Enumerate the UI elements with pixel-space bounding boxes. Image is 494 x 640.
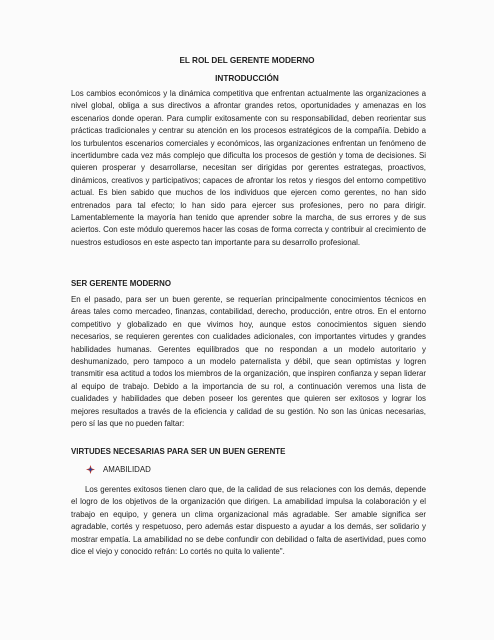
section-title-introduccion: INTRODUCCIÓN bbox=[215, 74, 279, 83]
section-heading-ser-gerente: SER GERENTE MODERNO bbox=[71, 279, 171, 288]
document-title: EL ROL DEL GERENTE MODERNO bbox=[179, 56, 315, 65]
section-heading-virtudes: VIRTUDES NECESARIAS PARA SER UN BUEN GERENTE bbox=[71, 447, 286, 456]
bullet-label: AMABILIDAD bbox=[103, 465, 151, 474]
ser-gerente-paragraph: En el pasado, para ser un buen gerente, se requerían principalmente conocimientos técnicos en áreas tales como mercadeo, finanzas, contabilidad, derecho, producción, entre otros. En el entorno competitivo y globalizado en que vivimos hoy, aunque estos conocimientos siguen siendo necesarios, se requieren gerentes con cualidades adicionales, con importantes virtudes y grandes habilidades humanas. Gerentes equilibrados que no respondan a un modelo autoritario y deshumanizado, pero tampoco a un modelo paternalista y débil, que sean optimistas y logren transmitir esa actitud a todos los miembros de la organización, que inspiren confianza y sepan liderar al equipo de trabajo. Debido a la importancia de su rol, a continuación veremos una lista de cualidades y habilidades que deben poseer los gerentes que quieren ser exitosos y lograr los mejores resultados a través de la eficiencia y calidad de su gestión. No son las únicas necesarias, pero sí las que no pueden faltar: bbox=[71, 295, 426, 429]
bullet-amabilidad bbox=[86, 465, 151, 474]
intro-paragraph: Los cambios económicos y la dinámica competitiva que enfrentan actualmente las organizaciones a nivel global, obliga a sus directivos a afrontar grandes retos, oportunidades y amenazas en los escenarios donde operan. Para cumplir exitosamente con su responsabilidad, deben reorientar sus prácticas tradicionales y centrar su atención en los procesos estratégicos de la compañía. Debido a los turbulentos escenarios comerciales y económicos, las organizaciones enfrentan un fenómeno de incertidumbre cada vez más complejo que dificulta los procesos de gestión y toma de decisiones. Si quieren prosperar y desarrollarse, necesitan ser dirigidas por gerentes estrategas, proactivos, dinámicos, creativos y participativos; capaces de afrontar los retos y riesgos del entorno competitivo actual. Es bien sabido que muchos de los individuos que ejercen como gerentes, no han sido entrenados para tal efecto; lo han sido para ejercer sus profesiones, pero no para dirigir. Lamentablemente la mayoría han tenido que aprender sobre la marcha, de sus errores y de sus aciertos. Con este módulo queremos hacer las cosas de forma correcta y contribuir al crecimiento de nuestros estudiosos en este aspecto tan importante para su desarrollo profesional. bbox=[71, 89, 426, 247]
arrow-star-icon bbox=[86, 465, 95, 474]
amabilidad-paragraph: Los gerentes exitosos tienen claro que, de la calidad de sus relaciones con los demás, depende el logro de los objetivos de la organización que dirigen. La amabilidad impulsa la colaboración y el trabajo en equipo, y genera un clima organizacional más agradable. Ser amable significa ser agradable, cortés y respetuoso, pero además estar dispuesto a ayudar a los demás, ser solidario y mostrar empatía. La amabilidad no se debe confundir con debilidad o falta de asertividad, pues como dice el viejo y conocido refrán: Lo cortés no quita lo valiente". bbox=[71, 485, 426, 557]
